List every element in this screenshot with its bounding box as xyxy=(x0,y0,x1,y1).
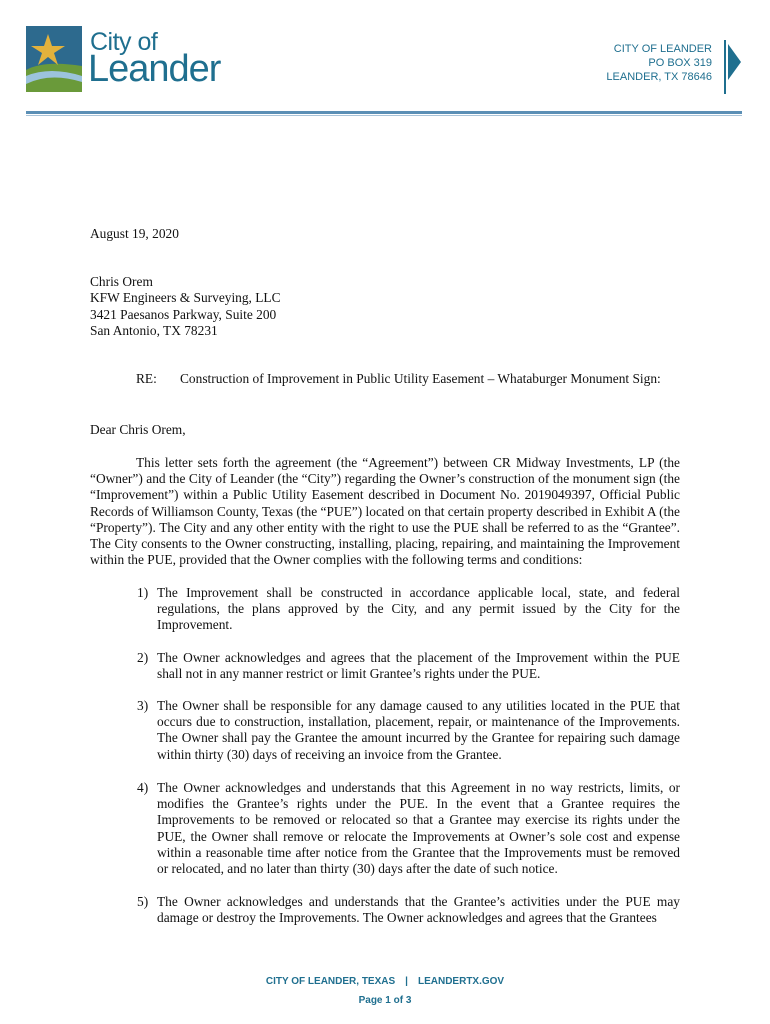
list-item-number: 5) xyxy=(137,894,149,909)
logo-leander: Leander xyxy=(88,48,221,90)
re-subject: Construction of Improvement in Public Utility Easement – Whataburger Monument Sign: xyxy=(180,371,661,386)
list-item-number: 3) xyxy=(137,698,149,713)
address-line: PO BOX 319 xyxy=(648,57,712,69)
list-item-text: The Owner acknowledges and understands that this Agreement in no way restricts, limits, or modifies the Grantee’s rights under the PUE. In the event that a Grantee requires the Improvements to be removed or relocated so that a Grantee may exercise its rights under the PUE, the Owner shall remove or relocate the Improvements at Owner’s sole cost and expense within a reasonable time after notice from the Grantee that the Improvements must be removed or relocated, and no later than thirty (30) days after the date of such notice. xyxy=(157,780,680,877)
page-number: Page 1 of 3 xyxy=(358,995,412,1006)
list-item-text: The Owner acknowledges and agrees that the placement of the Improvement within the PUE shall not in any manner restrict or limit Grantee’s rights under the PUE. xyxy=(157,650,680,682)
list-item-text: The Owner shall be responsible for any damage caused to any utilities located in the PUE that occurs due to construction, installation, placement, repair, or maintenance of the Improvements. The Owner shall pay the Grantee the amount incurred by the Grantee for repairing such damage within thirty (30) days of receiving an invoice from the Grantee. xyxy=(157,698,680,762)
salutation: Dear Chris Orem, xyxy=(90,422,186,437)
list-item-number: 1) xyxy=(137,585,149,600)
address-line: LEANDER, TX 78646 xyxy=(606,71,712,83)
header-divider xyxy=(26,111,742,114)
list-item-text: The Owner acknowledges and understands that the Grantee’s activities under the PUE may damage or destroy the Improvements. The Owner acknowledges and agrees that the Grantees xyxy=(157,894,680,926)
recipient-street: 3421 Paesanos Parkway, Suite 200 xyxy=(90,307,277,322)
header-divider-thin xyxy=(26,115,742,116)
letterhead-address xyxy=(606,42,712,84)
list-item-number: 4) xyxy=(137,780,149,795)
footer-website-link[interactable]: LEANDERTX.GOV xyxy=(417,976,505,987)
recipient-city: San Antonio, TX 78231 xyxy=(90,323,218,338)
chevron-right-icon xyxy=(724,40,742,94)
logo-city-of: City of xyxy=(90,28,158,56)
letter-date: August 19, 2020 xyxy=(90,226,179,241)
address-line: CITY OF LEANDER xyxy=(613,43,712,55)
re-label: RE: xyxy=(136,371,157,386)
footer-org-line xyxy=(0,976,770,987)
city-seal-icon xyxy=(26,26,82,92)
list-item-text: The Improvement shall be constructed in accordance applicable local, state, and federal regulations, the plans approved by the City, and any permit issued by the City for the Improvement. xyxy=(157,585,680,633)
recipient-company: KFW Engineers & Surveying, LLC xyxy=(90,290,281,305)
footer-org: CITY OF LEANDER, TEXAS xyxy=(265,976,396,987)
recipient-name: Chris Orem xyxy=(90,274,153,289)
list-item-number: 2) xyxy=(137,650,149,665)
footer-separator: | xyxy=(405,976,408,987)
intro-paragraph: This letter sets forth the agreement (the “Agreement”) between CR Midway Investments, LP (the “Owner”) and the City of Leander (the “City”) regarding the Owner’s construction of the monument sign (the “Improvement”) within a Public Utility Easement described in Document No. 2019049397, Official Public Records of Williamson County, Texas (the “PUE”) located on that certain property described in Exhibit A (the “Property”). The City and any other entity with the right to use the PUE shall be referred to as the “Grantee”. The City consents to the Owner constructing, installing, placing, repairing, and maintaining the Improvement within the PUE, provided that the Owner complies with the following terms and conditions: xyxy=(90,455,680,568)
